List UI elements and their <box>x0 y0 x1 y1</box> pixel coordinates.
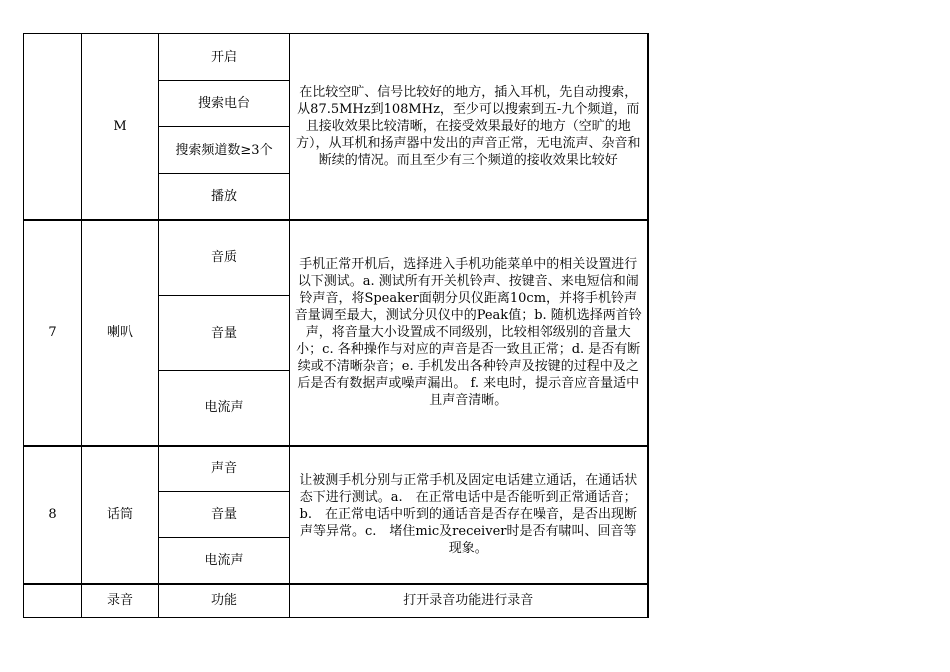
subitem-cell <box>159 446 290 492</box>
description-cell <box>290 220 648 446</box>
subitem-label: 电流声 <box>204 552 244 568</box>
item-name-cell <box>82 446 159 584</box>
subitem-label: 音量 <box>210 507 237 522</box>
row-number-cell <box>24 34 82 220</box>
table-row <box>24 584 648 618</box>
description-cell <box>290 34 648 220</box>
subitem-label: 声音 <box>210 461 237 477</box>
subitem-cell <box>159 34 290 81</box>
subitem-cell <box>159 81 290 127</box>
subitem-label: 搜索电台 <box>197 96 250 111</box>
subitem-cell <box>159 538 290 584</box>
table-row <box>24 446 648 492</box>
subitem-label: 播放 <box>210 188 237 204</box>
row-number-cell <box>24 220 82 446</box>
table-row <box>24 220 648 296</box>
item-name: 喇叭 <box>106 325 133 340</box>
description-cell <box>290 584 648 618</box>
subitem-label: 搜索频道数≥3个 <box>175 142 273 158</box>
subitem-label: 开启 <box>210 49 237 65</box>
item-name-cell <box>82 584 159 618</box>
item-name: 话筒 <box>106 507 133 522</box>
row-number: 7 <box>48 325 57 340</box>
row-number-cell <box>24 446 82 584</box>
description-text: 打开录音功能进行录音 <box>403 593 534 609</box>
item-name: 录音 <box>106 593 133 609</box>
item-name: M <box>113 118 127 134</box>
description-text: 在比较空旷、信号比较好的地方，插入耳机，先自动搜索，从87.5MHz到108MHz，至少可以搜索到五-九个频道，而且接收效果比较清晰，在接受效果最好的地方（空旷的地方），从耳机和扬声器中发出的声音正常，无电流声、杂音和断续的情况。而且至少有三个频道的接收效果比较好 <box>295 84 641 168</box>
subitem-label: 电流声 <box>204 400 244 416</box>
subitem-cell <box>159 296 290 371</box>
subitem-cell <box>159 174 290 220</box>
table-row <box>24 34 648 81</box>
description-text: 手机正常开机后，选择进入手机功能菜单中的相关设置进行以下测试。a. 测试所有开关机铃声、按键音、来电短信和闹铃声音，将Speaker面朝分贝仪距离10cm，并将手机铃声音量调至最大，测试分贝仪中的Peak值；b. 随机选择两首铃声，将音量大小设置成不同级别，比较相邻级别的音量大小；c. 各种操作与对应的声音是否一致且正常；d. 是否有断续或不清晰杂音；e. 手机发出各种铃声及按键的过程中及之后是否有数据声或噪声漏出。 f. 来电时，提示音应音量适中且声音清晰。 <box>294 257 642 408</box>
subitem-cell <box>159 492 290 538</box>
row-number: 8 <box>48 507 57 522</box>
subitem-cell <box>159 220 290 296</box>
item-name-cell <box>82 34 159 220</box>
subitem-cell <box>159 371 290 446</box>
test-spec-table <box>23 33 649 618</box>
subitem-cell <box>159 584 290 618</box>
row-number-cell <box>24 584 82 618</box>
subitem-label: 音量 <box>210 325 237 341</box>
item-name-cell <box>82 220 159 446</box>
subitem-label: 功能 <box>210 593 237 609</box>
description-text: 让被测手机分别与正常手机及固定电话建立通话，在通话状态下进行测试。a. 在正常电话中是否能听到正常通话音；b. 在正常电话中听到的通话音是否存在噪音，是否出现断声等异常。c. 堵住mic及receiver时是否有啸叫、回音等现象。 <box>299 473 638 556</box>
description-cell <box>290 446 648 584</box>
subitem-cell <box>159 127 290 174</box>
subitem-label: 音质 <box>210 250 237 266</box>
